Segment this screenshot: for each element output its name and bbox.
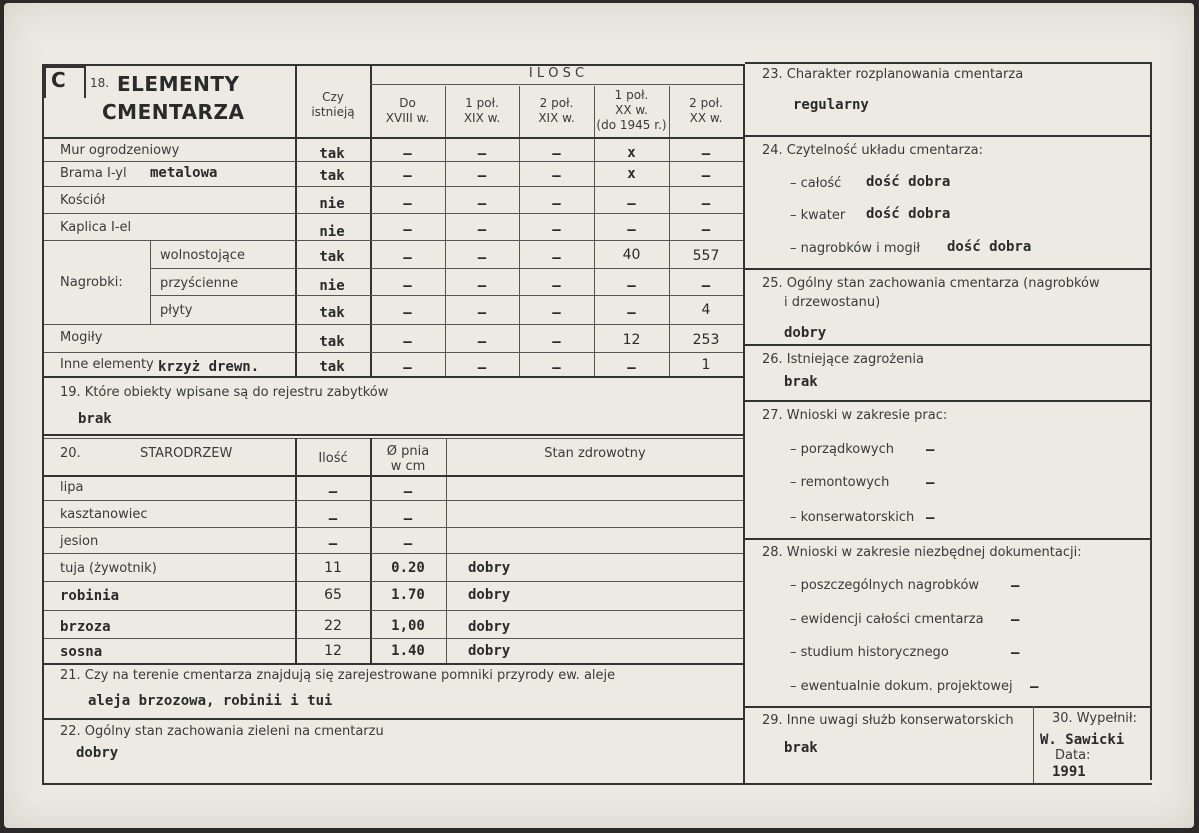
col-header-line2: XX w. [689, 111, 723, 125]
s30-date: 1991 [1052, 764, 1086, 780]
rule [745, 268, 1150, 270]
rule [44, 434, 743, 436]
s28-item-label: – ewidencji całości cmentarza [790, 612, 984, 627]
tree-diameter: – [403, 484, 413, 500]
tree-qty: – [328, 484, 338, 500]
period-value: 12 [622, 332, 641, 348]
s28-label: 28. Wnioski w zakresie niezbędnej dokumentacji: [762, 545, 1082, 560]
s29-answer: brak [784, 740, 818, 756]
exists-value: nie [319, 196, 345, 212]
col-header-line2: XVIII w. [385, 111, 430, 125]
rule [370, 84, 743, 85]
s20-title: STARODRZEW [140, 446, 233, 461]
tree-diameter: 0.20 [391, 560, 425, 576]
period-value: – [552, 360, 561, 376]
col-header-line2: XX w. [615, 103, 648, 117]
s23-answer: regularny [793, 97, 869, 113]
s27-item-value: – [926, 442, 935, 458]
period-value: – [627, 360, 636, 376]
s20-qty-header: Ilość [318, 451, 348, 466]
exists-value: nie [319, 278, 345, 294]
period-value: – [701, 168, 711, 184]
s20-diam-header-line2: w cm [390, 459, 426, 474]
period-value: 557 [692, 248, 720, 264]
tree-qty: – [328, 511, 338, 527]
tree-qty: 22 [324, 618, 342, 634]
tree-name: sosna [60, 644, 103, 660]
tree-health: dobry [468, 587, 511, 603]
row-label: Brama I-yl [60, 166, 127, 181]
rule [150, 268, 743, 269]
s18-number: 18. [90, 76, 110, 90]
period-value: – [403, 360, 412, 376]
s24-item-value: dość dobra [947, 239, 1032, 255]
period-value: – [477, 146, 487, 162]
rule [745, 538, 1150, 540]
s28-item-value: – [1011, 645, 1020, 661]
rule [44, 475, 743, 477]
rule [42, 783, 1152, 785]
s28-item-label: – poszczególnych nagrobków [790, 578, 980, 593]
period-value: – [403, 334, 412, 350]
period-value: – [477, 196, 487, 212]
rule [44, 213, 743, 214]
tree-health: dobry [468, 619, 511, 635]
rule [745, 62, 1150, 64]
period-value: – [627, 305, 636, 321]
s24-item-label: – kwater [790, 208, 846, 223]
period-value: – [552, 196, 561, 212]
period-value: – [477, 168, 487, 184]
col-header-line1: Do [399, 96, 416, 110]
rule [44, 638, 743, 639]
s18-title-line1: ELEMENTY [117, 72, 240, 96]
period-value: 1 [701, 357, 711, 373]
s28-item-value: – [1011, 578, 1020, 594]
period-value: – [477, 250, 487, 266]
period-value: – [403, 278, 412, 294]
s25-label-line2: i drzewostanu) [784, 295, 881, 310]
row-label: przyścienne [160, 276, 239, 291]
period-value: – [701, 278, 711, 294]
s28-item-label: – studium historycznego [790, 645, 949, 660]
period-value: 4 [701, 302, 711, 318]
rule [745, 135, 1150, 137]
rule [745, 344, 1150, 346]
s26-answer: brak [784, 374, 818, 390]
period-value: – [552, 222, 561, 238]
s20-number: 20. [60, 446, 81, 461]
s21-label: 21. Czy na terenie cmentarza znajdują się zarejestrowane pomniki przyrody ew. aleje [60, 668, 616, 683]
period-value: – [552, 146, 561, 162]
s19-answer: brak [78, 411, 112, 427]
section-letter: C [51, 68, 67, 92]
period-value: – [403, 146, 412, 162]
tree-qty: 11 [324, 560, 342, 576]
row-label: Mur ogrodzeniowy [60, 143, 180, 158]
exists-value: tak [319, 359, 345, 375]
row-label: Mogiły [60, 330, 103, 345]
rule [44, 581, 743, 582]
period-value: – [403, 168, 412, 184]
s21-answer: aleja brzozowa, robinii i tui [88, 693, 333, 709]
row-extra: metalowa [150, 165, 218, 181]
s30-name: W. Sawicki [1040, 732, 1125, 748]
s19-label: 19. Które obiekty wpisane są do rejestru zabytków [60, 385, 389, 400]
s24-item-value: dość dobra [866, 206, 951, 222]
period-value: – [403, 222, 412, 238]
s30-date-label: Data: [1055, 748, 1091, 763]
tree-diameter: 1.70 [391, 587, 425, 603]
row-label: Inne elementy [60, 357, 154, 372]
col-header-line1: 1 poł. [614, 88, 649, 102]
exists-header-line1: Czy [322, 90, 344, 104]
exists-value: tak [319, 249, 345, 265]
rule [1033, 706, 1034, 783]
exists-value: tak [319, 168, 345, 184]
rule [1150, 62, 1152, 780]
col-header-line2: XIX w. [463, 111, 501, 125]
period-value: – [627, 278, 636, 294]
period-value: – [477, 305, 487, 321]
rule [745, 400, 1150, 402]
s28-item-value: – [1011, 612, 1020, 628]
tree-qty: 65 [324, 587, 342, 603]
period-value: – [627, 196, 636, 212]
rule [44, 137, 743, 139]
tree-name: kasztanowiec [60, 507, 148, 522]
tree-name: robinia [60, 588, 120, 604]
row-label: wolnostojące [160, 248, 245, 263]
rule [44, 186, 743, 187]
s22-label: 22. Ogólny stan zachowania zieleni na cmentarzu [60, 724, 384, 739]
s27-item-label: – konserwatorskich [790, 510, 915, 525]
s23-label: 23. Charakter rozplanowania cmentarza [762, 67, 1024, 82]
period-value: x [627, 145, 636, 161]
period-value: – [403, 305, 412, 321]
col-header-line1: 2 poł. [539, 96, 574, 110]
tree-diameter: – [403, 511, 413, 527]
period-value: – [477, 334, 487, 350]
tree-qty: 12 [324, 643, 342, 659]
period-value: – [403, 196, 412, 212]
period-value: – [552, 278, 561, 294]
rule [44, 324, 743, 325]
quantity-header: I L O Ś Ć [528, 66, 585, 81]
period-value: – [403, 250, 412, 266]
exists-value: tak [319, 334, 345, 350]
rule [745, 706, 1150, 708]
exists-value: tak [319, 146, 345, 162]
exists-header-line2: istnieją [311, 105, 355, 119]
row-extra: krzyż drewn. [158, 359, 260, 375]
period-value: 253 [692, 332, 720, 348]
rule [44, 663, 743, 665]
period-value: – [552, 305, 561, 321]
exists-value: tak [319, 305, 345, 321]
col-header-line2: XIX w. [538, 111, 575, 125]
row-label: Kaplica I-el [60, 220, 132, 235]
s25-label-line1: 25. Ogólny stan zachowania cmentarza (nagrobków [762, 276, 1100, 291]
period-value: – [477, 222, 487, 238]
tree-name: lipa [60, 480, 84, 495]
s29-label: 29. Inne uwagi służb konserwatorskich [762, 713, 1014, 728]
rule [42, 64, 44, 784]
tree-health: dobry [468, 643, 511, 659]
s20-diam-header-line1: Ø pnia [386, 444, 430, 459]
period-value: – [477, 278, 487, 294]
s24-label: 24. Czytelność układu cmentarza: [762, 143, 984, 158]
nagrobki-label: Nagrobki: [60, 275, 123, 290]
rule [44, 352, 743, 353]
rule [44, 553, 743, 554]
period-value: – [552, 334, 561, 350]
tree-qty: – [328, 536, 338, 552]
tree-health: dobry [468, 560, 511, 576]
period-value: – [552, 250, 561, 266]
s22-answer: dobry [76, 745, 119, 761]
tree-name: tuja (żywotnik) [60, 561, 157, 576]
tree-diameter: – [403, 536, 413, 552]
tree-diameter: 1,00 [391, 618, 425, 634]
row-label: Kościół [60, 193, 106, 208]
period-value: – [701, 222, 711, 238]
exists-value: nie [319, 224, 345, 240]
s27-item-value: – [926, 475, 935, 491]
tree-name: brzoza [60, 619, 111, 635]
period-value: – [701, 196, 711, 212]
col-header-line1: 1 poł. [465, 96, 499, 110]
col-header-line3: (do 1945 r.) [596, 118, 667, 132]
s26-label: 26. Istniejące zagrożenia [762, 352, 924, 367]
s27-item-label: – porządkowych [790, 442, 894, 457]
s24-item-label: – nagrobków i mogił [790, 241, 921, 256]
s20-health-header: Stan zdrowotny [544, 446, 646, 461]
s27-item-value: – [926, 510, 935, 526]
rule [743, 64, 745, 784]
rule [446, 438, 447, 664]
period-value: x [627, 166, 636, 182]
s28-item-label: – ewentualnie dokum. projektowej [790, 679, 1013, 694]
period-value: – [552, 168, 561, 184]
s24-item-label: – całość [790, 176, 842, 191]
col-header-line1: 2 poł. [689, 96, 723, 110]
s25-answer: dobry [784, 325, 827, 341]
period-value: 40 [622, 247, 641, 263]
s18-title-line2: CMENTARZA [102, 100, 245, 124]
s30-label: 30. Wypełnił: [1052, 711, 1137, 726]
rule [150, 295, 743, 296]
rule [44, 718, 743, 720]
period-value: – [701, 146, 711, 162]
s27-item-label: – remontowych [790, 475, 890, 490]
rule [44, 438, 743, 439]
s24-item-value: dość dobra [866, 174, 951, 190]
period-value: – [477, 360, 487, 376]
s28-item-value: – [1030, 679, 1039, 695]
period-value: – [627, 222, 636, 238]
rule [150, 240, 151, 324]
s27-label: 27. Wnioski w zakresie prac: [762, 408, 948, 423]
row-label: płyty [160, 303, 193, 318]
tree-diameter: 1.40 [391, 643, 425, 659]
tree-name: jesion [60, 534, 99, 549]
rule [44, 240, 743, 241]
rule [44, 610, 743, 611]
